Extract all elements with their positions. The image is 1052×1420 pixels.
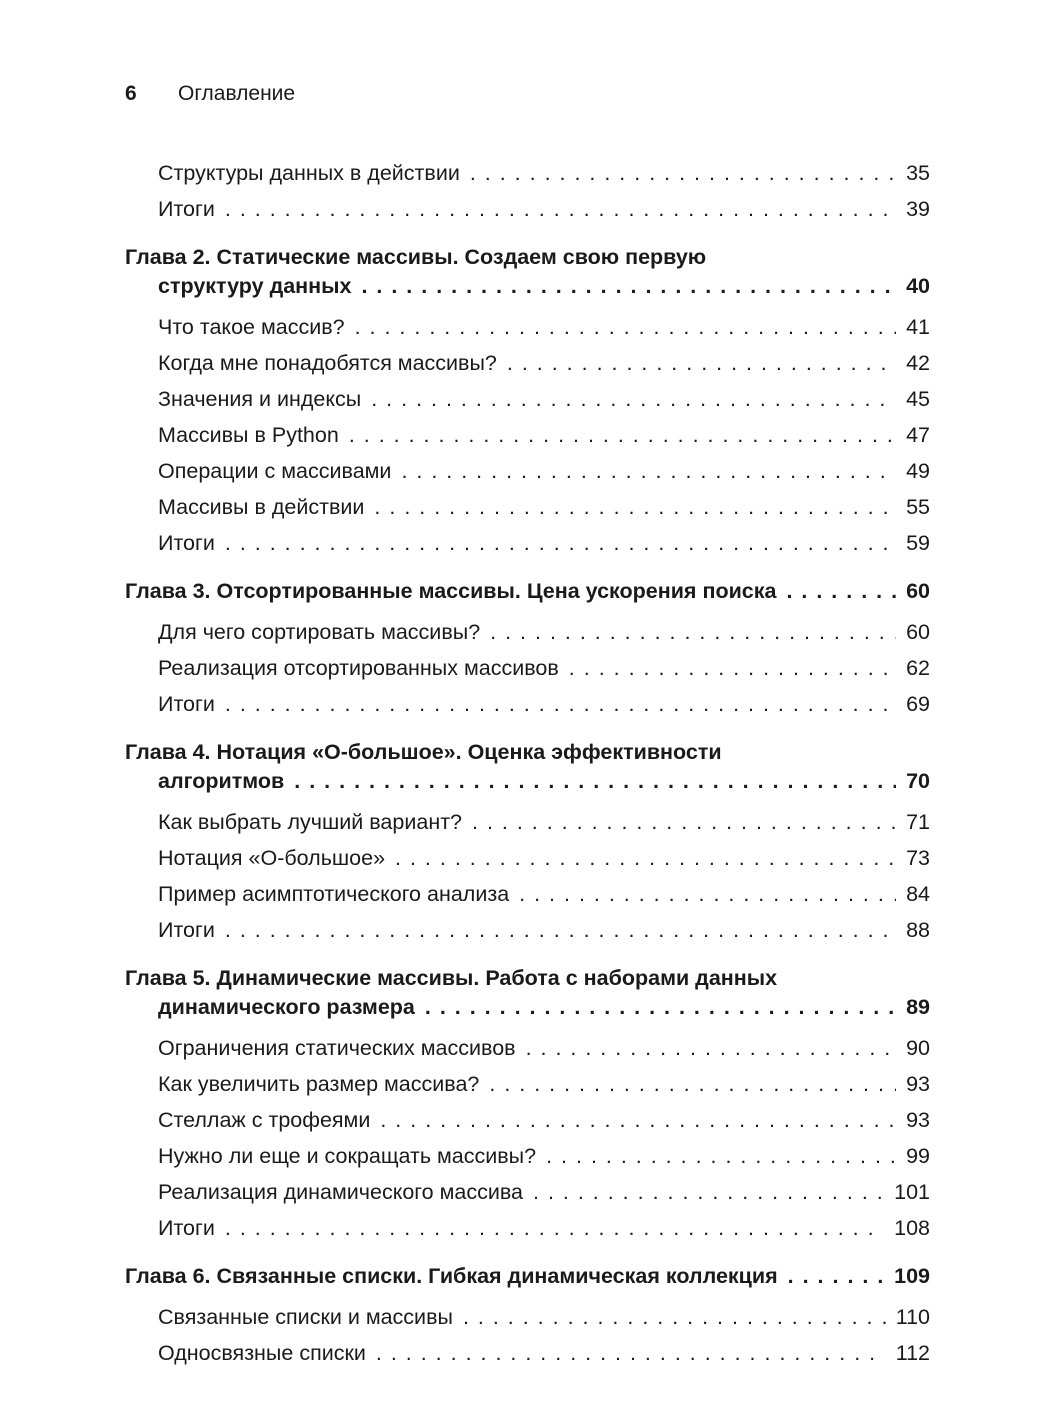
toc-chapter-entry[interactable]: [125, 738, 930, 796]
running-header: [125, 82, 295, 106]
chapter-page: 70: [906, 769, 930, 793]
toc-section-entry[interactable]: [125, 525, 930, 561]
entry-title: Как выбрать лучший вариант?: [158, 810, 462, 834]
dot-leader: [371, 381, 896, 417]
dot-leader: [490, 614, 896, 650]
table-of-contents: [125, 155, 930, 1371]
entry-page: 41: [906, 315, 930, 339]
dot-leader: [401, 453, 896, 489]
entry-title: Значения и индексы: [158, 387, 362, 411]
entry-page: 60: [906, 620, 930, 644]
entry-page: 93: [906, 1072, 930, 1096]
dot-leader: [355, 309, 896, 345]
toc-section-entry[interactable]: [125, 381, 930, 417]
dot-leader: [349, 417, 896, 453]
dot-leader: [225, 912, 896, 948]
entry-title: Как увеличить размер массива?: [158, 1072, 480, 1096]
entry-page: 108: [894, 1216, 930, 1240]
dot-leader: [470, 155, 896, 191]
dot-leader: [225, 686, 896, 722]
entry-title: Для чего сортировать массивы?: [158, 620, 481, 644]
entry-title: Итоги: [158, 531, 215, 555]
toc-section-entry[interactable]: [125, 1335, 930, 1371]
toc-section-entry[interactable]: [125, 1210, 930, 1246]
entry-page: 35: [906, 161, 930, 185]
dot-leader: [519, 876, 896, 912]
toc-section-entry[interactable]: [125, 489, 930, 525]
chapter-page: 109: [894, 1264, 930, 1288]
toc-section-entry[interactable]: [125, 614, 930, 650]
dot-leader: [225, 1210, 884, 1246]
entry-page: 62: [906, 656, 930, 680]
toc-section-entry[interactable]: [125, 912, 930, 948]
entry-page: 90: [906, 1036, 930, 1060]
dot-leader: [225, 191, 896, 227]
toc-section-entry[interactable]: [125, 804, 930, 840]
entry-page: 88: [906, 918, 930, 942]
toc-section-entry[interactable]: [125, 1102, 930, 1138]
dot-leader: [395, 840, 896, 876]
chapter-page: 40: [906, 274, 930, 298]
entry-page: 84: [906, 882, 930, 906]
toc-chapter-entry[interactable]: [125, 1262, 930, 1291]
entry-title: Итоги: [158, 197, 215, 221]
dot-leader: [526, 1030, 897, 1066]
dot-leader: [546, 1138, 896, 1174]
dot-leader: [472, 804, 896, 840]
chapter-page: 89: [906, 995, 930, 1019]
dot-leader: [569, 650, 896, 686]
chapter-title-row: [125, 1262, 930, 1291]
entry-title: Операции с массивами: [158, 459, 392, 483]
entry-page: 71: [906, 810, 930, 834]
entry-title: Структуры данных в действии: [158, 161, 460, 185]
entry-title: Что такое массив?: [158, 315, 345, 339]
entry-title: Ограничения статических массивов: [158, 1036, 516, 1060]
dot-leader: [374, 489, 896, 525]
toc-section-entry[interactable]: [125, 650, 930, 686]
chapter-title-row: [125, 993, 930, 1022]
dot-leader: [463, 1299, 886, 1335]
entry-page: 45: [906, 387, 930, 411]
toc-chapter-entry[interactable]: [125, 243, 930, 301]
entry-title: Реализация отсортированных массивов: [158, 656, 559, 680]
toc-section-entry[interactable]: [125, 840, 930, 876]
chapter-title-row: [125, 767, 930, 796]
entry-page: 101: [894, 1180, 930, 1204]
toc-section-entry[interactable]: [125, 1174, 930, 1210]
dot-leader: [294, 767, 896, 796]
toc-section-entry[interactable]: [125, 686, 930, 722]
entry-title: Нотация «О-большое»: [158, 846, 386, 870]
toc-section-entry[interactable]: [125, 453, 930, 489]
entry-title: Пример асимптотического анализа: [158, 882, 510, 906]
chapter-title-row: [125, 577, 930, 606]
dot-leader: [376, 1335, 886, 1371]
toc-section-entry[interactable]: [125, 876, 930, 912]
chapter-title-line: Глава 2. Статические массивы. Создаем свою первую: [125, 245, 707, 269]
entry-page: 110: [895, 1305, 930, 1329]
dot-leader: [380, 1102, 896, 1138]
entry-page: 42: [906, 351, 930, 375]
page-number: 6: [125, 82, 137, 105]
toc-section-entry[interactable]: [125, 309, 930, 345]
toc-section-entry[interactable]: [125, 1030, 930, 1066]
chapter-title-row: [125, 272, 930, 301]
entry-title: Итоги: [158, 918, 215, 942]
dot-leader: [361, 272, 896, 301]
toc-section-entry[interactable]: [125, 1299, 930, 1335]
toc-section-entry[interactable]: [125, 417, 930, 453]
entry-page: 39: [906, 197, 930, 221]
entry-title: Итоги: [158, 1216, 215, 1240]
dot-leader: [788, 1262, 884, 1291]
toc-section-entry[interactable]: [125, 1066, 930, 1102]
entry-page: 99: [906, 1144, 930, 1168]
dot-leader: [489, 1066, 896, 1102]
toc-section-entry[interactable]: [125, 191, 930, 227]
entry-page: 112: [895, 1341, 930, 1365]
entry-title: Односвязные списки: [158, 1341, 366, 1365]
entry-title: Когда мне понадобятся массивы?: [158, 351, 497, 375]
chapter-title-line: динамического размера: [158, 995, 415, 1019]
entry-title: Итоги: [158, 692, 215, 716]
entry-title: Связанные списки и массивы: [158, 1305, 453, 1329]
chapter-page: 60: [906, 579, 930, 603]
chapter-title-line: Глава 4. Нотация «О-большое». Оценка эффективности: [125, 740, 722, 764]
dot-leader: [507, 345, 896, 381]
toc-chapter-entry[interactable]: [125, 577, 930, 606]
chapter-title-line: Глава 6. Связанные списки. Гибкая динамическая коллекция: [125, 1264, 778, 1288]
chapter-title-line: алгоритмов: [158, 769, 285, 793]
entry-page: 59: [906, 531, 930, 555]
toc-section-entry[interactable]: [125, 155, 930, 191]
entry-page: 49: [906, 459, 930, 483]
dot-leader: [786, 577, 896, 606]
entry-page: 47: [906, 423, 930, 447]
dot-leader: [225, 525, 896, 561]
entry-page: 93: [906, 1108, 930, 1132]
chapter-title-line: Глава 5. Динамические массивы. Работа с наборами данных: [125, 966, 778, 990]
toc-chapter-entry[interactable]: [125, 964, 930, 1022]
entry-title: Реализация динамического массива: [158, 1180, 523, 1204]
toc-section-entry[interactable]: [125, 345, 930, 381]
dot-leader: [533, 1174, 884, 1210]
chapter-title-line: структуру данных: [158, 274, 352, 298]
entry-page: 73: [906, 846, 930, 870]
chapter-title-line: Глава 3. Отсортированные массивы. Цена ускорения поиска: [125, 579, 777, 603]
entry-title: Стеллаж с трофеями: [158, 1108, 371, 1132]
entry-title: Массивы в действии: [158, 495, 365, 519]
entry-title: Массивы в Python: [158, 423, 339, 447]
dot-leader: [425, 993, 896, 1022]
toc-section-entry[interactable]: [125, 1138, 930, 1174]
entry-title: Нужно ли еще и сокращать массивы?: [158, 1144, 537, 1168]
running-title: Оглавление: [178, 82, 296, 105]
entry-page: 69: [906, 692, 930, 716]
entry-page: 55: [906, 495, 930, 519]
